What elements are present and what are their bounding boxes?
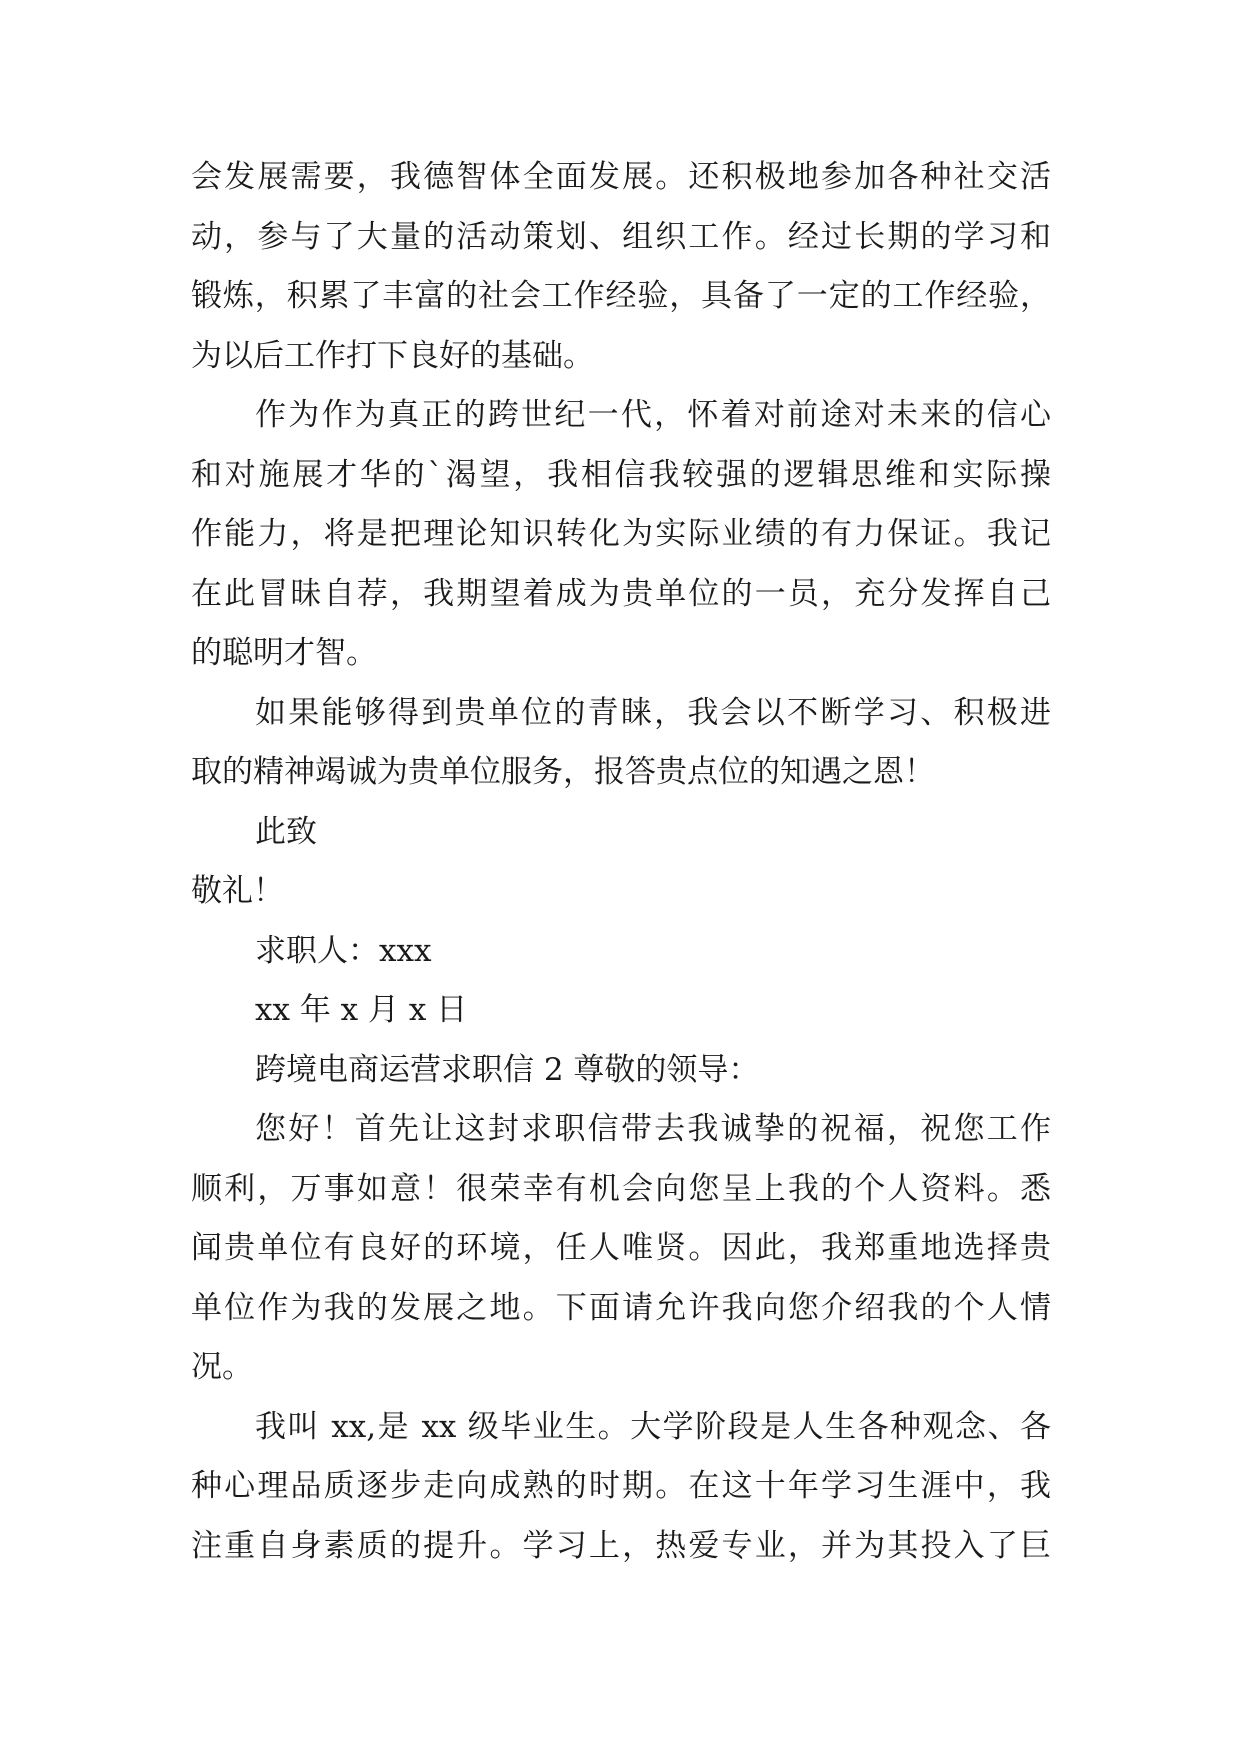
signature-line: 求职人：xxx xyxy=(255,932,432,969)
text-line: 注重自身素质的提升。学习上，热爱专业，并为其投入了巨 xyxy=(191,1527,1051,1564)
text-line: 在此冒昧自荐，我期望着成为贵单位的一员，充分发挥自己 xyxy=(191,575,1051,612)
text-line: 单位作为我的发展之地。下面请允许我向您介绍我的个人情 xyxy=(191,1289,1051,1326)
text-line: 会发展需要，我德智体全面发展。还积极地参加各种社交活 xyxy=(191,159,1051,195)
text-line: 作能力，将是把理论知识转化为实际业绩的有力保证。我记 xyxy=(191,516,1051,552)
date-line: xx 年 x 月 x 日 xyxy=(255,992,468,1028)
text-line: 闻贵单位有良好的环境，任人唯贤。因此，我郑重地选择贵 xyxy=(191,1230,1051,1266)
text-line: 如果能够得到贵单位的青睐，我会以不断学习、积极进 xyxy=(255,694,1051,731)
closing-regards: 敬礼！ xyxy=(191,873,284,909)
text-line: 和对施展才华的`渴望，我相信我较强的逻辑思维和实际操 xyxy=(191,456,1051,493)
text-line: 顺利，万事如意！很荣幸有机会向您呈上我的个人资料。悉 xyxy=(191,1170,1051,1207)
closing-salutation: 此致 xyxy=(255,813,317,850)
section-heading: 跨境电商运营求职信 2 尊敬的领导： xyxy=(255,1051,760,1088)
text-line: 况。 xyxy=(191,1349,253,1385)
text-line: 您好！首先让这封求职信带去我诚挚的祝福，祝您工作 xyxy=(255,1111,1051,1147)
text-line: 我叫 xx,是 xx 级毕业生。大学阶段是人生各种观念、各 xyxy=(255,1408,1051,1445)
text-line: 种心理品质逐步走向成熟的时期。在这十年学习生涯中，我 xyxy=(191,1468,1051,1504)
text-line: 的聪明才智。 xyxy=(191,635,377,671)
text-line: 动，参与了大量的活动策划、组织工作。经过长期的学习和 xyxy=(191,218,1051,255)
text-line: 取的精神竭诚为贵单位服务，报答贵点位的知遇之恩！ xyxy=(191,754,935,790)
text-line: 为以后工作打下良好的基础。 xyxy=(191,337,594,374)
text-line: 锻炼，积累了丰富的社会工作经验，具备了一定的工作经验， xyxy=(191,278,1051,314)
text-line: 作为作为真正的跨世纪一代，怀着对前途对未来的信心 xyxy=(255,397,1051,433)
letter-body xyxy=(191,148,1051,1576)
